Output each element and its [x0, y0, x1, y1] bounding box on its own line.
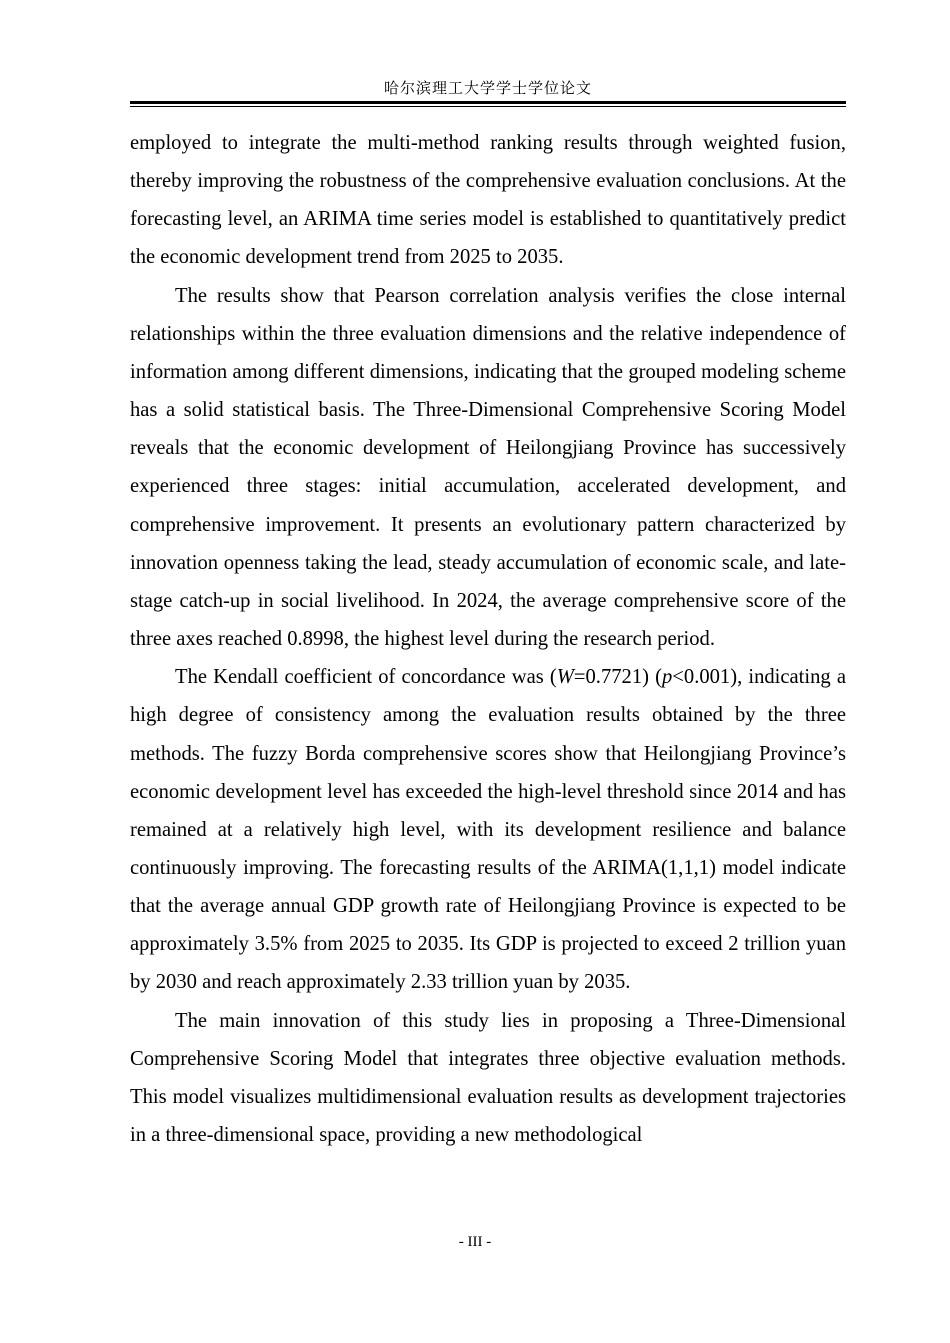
page-number: - III - — [458, 1234, 492, 1250]
paragraph-4: The main innovation of this study lies in proposing a Three-Dimensional Comprehensive Scoring Model that integrates three objective evaluation methods. This model visualizes multidimensional evaluation results as development trajectories in a three-dimensional space, providing a new methodological — [130, 1009, 846, 1147]
header-rule-thin — [130, 106, 846, 107]
paragraph-2: The results show that Pearson correlation analysis verifies the close internal relationships within the three evaluation dimensions and the relative independence of information among different dimensions, indicating that the grouped modeling scheme has a solid statistical basis. The Three-Dimensional Comprehensive Scoring Model reveals that the economic development of Heilongjiang Province has successively experienced three stages: initial accumulation, accelerated development, and comprehensive improvement. It presents an evolutionary pattern characterized by innovation openness taking the lead, steady accumulation of economic scale, and late-stage catch-up in social livelihood. In 2024, the average comprehensive score of the three axes reached 0.8998, the highest level during the research period. — [130, 284, 846, 651]
running-header: 哈尔滨理工大学学士学位论文 — [383, 79, 592, 97]
body-text — [130, 124, 846, 1154]
paragraph-1: employed to integrate the multi-method ranking results through weighted fusion, thereby improving the robustness of the comprehensive evaluation conclusions. At the forecasting level, an ARIMA time series model is established to quantitatively predict the economic development trend from 2025 to 2035. — [130, 132, 846, 269]
paragraph-3-text-c: <0.001), indicating a high degree of consistency among the evaluation results obtained by the three methods. The fuzzy Borda comprehensive scores show that Heilongjiang Province’s economic development level has exceeded the high-level threshold since 2014 and has remained at a relatively high level, with its development resilience and balance continuously improving. The forecasting results of the ARIMA(1,1,1) model indicate that the average annual GDP growth rate of Heilongjiang Province is expected to be approximately 3.5% from 2025 to 2035. Its GDP is projected to exceed 2 trillion yuan by 2030 and reach approximately 2.33 trillion yuan by 2035. — [130, 666, 846, 994]
kendall-w-symbol: W — [556, 666, 574, 689]
paragraph-3-text-a: The Kendall coefficient of concordance was ( — [175, 666, 557, 689]
paragraph-3 — [130, 658, 846, 1001]
paragraph-3-text-b: =0.7721) ( — [573, 666, 662, 689]
p-value-symbol: p — [661, 666, 673, 689]
header-rule-thick — [130, 101, 846, 104]
